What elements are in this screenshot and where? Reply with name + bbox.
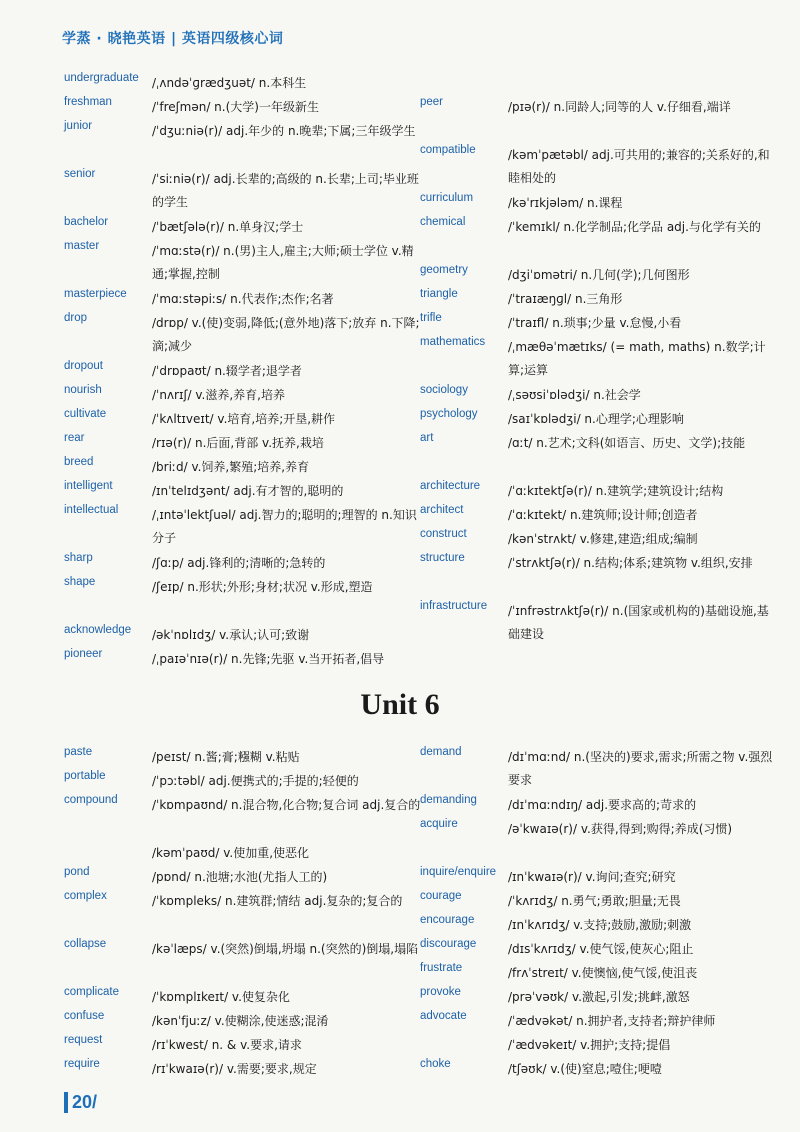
definition: /ˌmæθəˈmætɪks/ (= math, maths) n.数学;计算;运算 (508, 340, 766, 377)
headword: undergraduate (64, 72, 139, 84)
headword: intelligent (64, 480, 113, 492)
headword: sociology (420, 384, 468, 396)
unit-title: Unit 6 (360, 688, 440, 721)
headword: demand (420, 746, 462, 758)
headword: freshman (64, 96, 112, 108)
definition: /ˈkɒmpleks/ n.建筑群;情结 adj.复杂的;复合的 (152, 894, 403, 908)
headword: construct (420, 528, 467, 540)
definition: /frʌˈstreɪt/ v.使懊恼,使气馁,使沮丧 (508, 966, 698, 980)
headword: mathematics (420, 336, 486, 348)
definition: /ˈkɒmpaʊnd/ n.混合物,化合物;复合词 adj.复合的 (152, 798, 421, 812)
headword: compound (64, 794, 118, 806)
definition: /ˌpaɪəˈnɪə(r)/ n.先锋;先驱 v.当开拓者,倡导 (152, 652, 385, 666)
headword: provoke (420, 986, 461, 998)
definition: /ˈkʌltɪveɪt/ v.培育,培养;开垦,耕作 (152, 412, 336, 426)
definition: /ˈpɔːtəbl/ adj.便携式的;手提的;轻便的 (152, 774, 359, 788)
headword: architecture (420, 480, 481, 492)
headword: advocate (420, 1010, 467, 1022)
definition: /rɪə(r)/ n.后面,背部 v.抚养,栽培 (152, 436, 324, 450)
headword: frustrate (420, 962, 463, 974)
headword: drop (64, 312, 88, 324)
definition: /ˈstrʌktʃə(r)/ n.结构;体系;建筑物 v.组织,安排 (508, 556, 753, 570)
headword: shape (64, 576, 96, 588)
headword: structure (420, 552, 465, 564)
definition: /ˈdrɒpaʊt/ n.辍学者;退学者 (152, 364, 302, 378)
definition: /ˈmɑːstə(r)/ n.(男)主人,雇主;大师;硕士学位 v.精通;掌握,控制 (152, 244, 414, 281)
definition: /ˈnʌrɪʃ/ v.滋养,养育,培养 (152, 388, 285, 402)
definition: /ʃeɪp/ n.形状;外形;身材;状况 v.形成,塑造 (152, 580, 373, 594)
definition: /kənˈfjuːz/ v.使糊涂,使迷惑;混淆 (152, 1014, 329, 1028)
headword: discourage (420, 938, 477, 950)
definition: /dɪˈmɑːndɪŋ/ adj.要求高的;苛求的 (508, 798, 697, 812)
definition: /ˈtraɪæŋɡl/ n.三角形 (508, 292, 623, 306)
headword: triangle (420, 288, 458, 300)
definition: /dɪsˈkʌrɪdʒ/ v.使气馁,使灰心;阻止 (508, 942, 694, 956)
headword: paste (64, 746, 93, 758)
definition: /ˈkʌrɪdʒ/ n.勇气;勇敢;胆量;无畏 (508, 894, 681, 908)
headword: demanding (420, 794, 477, 806)
headword: bachelor (64, 216, 109, 228)
definition: /ˈkɒmplɪkeɪt/ v.使复杂化 (152, 990, 290, 1004)
headword: pond (64, 866, 90, 878)
headword: acknowledge (64, 624, 132, 636)
definition: /ˈɪnfrəstrʌktʃə(r)/ n.(国家或机构的)基础设施,基础建设 (508, 604, 769, 641)
definition: /ɪnˈkʌrɪdʒ/ v.支持;鼓励,激励;刺激 (508, 918, 692, 932)
definition: /ˈsiːniə(r)/ adj.长辈的;高级的 n.长辈;上司;毕业班的学生 (152, 172, 419, 209)
headword: master (64, 240, 100, 252)
definition: /ɑːt/ n.艺术;文科(如语言、历史、文学);技能 (508, 436, 746, 450)
headword: portable (64, 770, 106, 782)
definition: /ˈdʒuːniə(r)/ adj.年少的 n.晚辈;下属;三年级学生 (152, 124, 416, 138)
definition: /ˈɑːkɪtekt/ n.建筑师;设计师;创造者 (508, 508, 698, 522)
headword: cultivate (64, 408, 107, 420)
definition: /ɪnˈkwaɪə(r)/ v.询问;查究;研究 (508, 870, 676, 884)
headword: confuse (64, 1010, 105, 1022)
headword: trifle (420, 312, 442, 324)
headword: complicate (64, 986, 119, 998)
definition: /pɒnd/ n.池塘;水池(尤指人工的) (152, 870, 328, 884)
headword: psychology (420, 408, 478, 420)
definition: /ˈmɑːstəpiːs/ n.代表作;杰作;名著 (152, 292, 334, 306)
headword: infrastructure (420, 600, 488, 612)
definition: /ˈædvəkət/ n.拥护者,支持者;辩护律师 (508, 1014, 716, 1028)
headword: dropout (64, 360, 104, 372)
definition: /prəˈvəʊk/ v.激起,引发;挑衅,激怒 (508, 990, 690, 1004)
headword: intellectual (64, 504, 119, 516)
headword: chemical (420, 216, 466, 228)
headword: curriculum (420, 192, 474, 204)
definition: /ˈɑːkɪtektʃə(r)/ n.建筑学;建筑设计;结构 (508, 484, 724, 498)
page-number: 20/ (64, 1092, 97, 1113)
definition: /ˈædvəkeɪt/ v.拥护;支持;提倡 (508, 1038, 671, 1052)
headword: junior (64, 120, 93, 132)
definition: /ˈkemɪkl/ n.化学制品;化学品 adj.与化学有关的 (508, 220, 761, 234)
page-header: 学蒸 · 晓艳英语 | 英语四级核心词 (62, 31, 284, 47)
definition: /ˌɪntəˈlektʃuəl/ adj.智力的;聪明的;理智的 n.知识分子 (152, 508, 417, 545)
headword: rear (64, 432, 85, 444)
definition: /kəmˈpaʊd/ v.使加重,使恶化 (152, 846, 310, 860)
definition: /ʃɑːp/ adj.锋利的;清晰的;急转的 (152, 556, 326, 570)
headword: sharp (64, 552, 93, 564)
definition: /ˌsəʊsiˈɒlədʒi/ n.社会学 (508, 388, 641, 402)
headword: senior (64, 168, 96, 180)
headword: peer (420, 96, 444, 108)
definition: /pɪə(r)/ n.同龄人;同等的人 v.仔细看,端详 (508, 100, 731, 114)
headword: breed (64, 456, 94, 468)
definition: /peɪst/ n.酱;膏;糨糊 v.粘贴 (152, 750, 300, 764)
headword: collapse (64, 938, 107, 950)
definition: /rɪˈkwest/ n. & v.要求,请求 (152, 1038, 302, 1052)
headword: require (64, 1058, 100, 1070)
headword: courage (420, 890, 462, 902)
headword: art (420, 432, 434, 444)
definition: /kəˈlæps/ v.(突然)倒塌,坍塌 n.(突然的)倒塌,塌陷 (152, 942, 419, 956)
headword: architect (420, 504, 464, 516)
definition: /ˈtraɪfl/ n.琐事;少量 v.怠慢,小看 (508, 316, 682, 330)
definition: /dɪˈmɑːnd/ n.(坚决的)要求,需求;所需之物 v.强烈要求 (508, 750, 773, 787)
definition: /tʃəʊk/ v.(使)窒息;噎住;哽噎 (508, 1062, 662, 1076)
definition: /rɪˈkwaɪə(r)/ v.需要;要求,规定 (152, 1062, 317, 1076)
definition: /ɪnˈtelɪdʒənt/ adj.有才智的,聪明的 (152, 484, 344, 498)
definition: /ˈbætʃələ(r)/ n.单身汉;学士 (152, 220, 304, 234)
definition: /əkˈnɒlɪdʒ/ v.承认;认可;致谢 (152, 628, 310, 642)
definition: /kəˈrɪkjələm/ n.课程 (508, 196, 623, 210)
headword: pioneer (64, 648, 103, 660)
headword: choke (420, 1058, 451, 1070)
definition: /drɒp/ v.(使)变弱,降低;(意外地)落下;放弃 n.下降;滴;减少 (152, 316, 420, 353)
definition: /ˈfreʃmən/ n.(大学)一年级新生 (152, 100, 319, 114)
headword: nourish (64, 384, 102, 396)
headword: acquire (420, 818, 458, 830)
definition: /kəmˈpætəbl/ adj.可共用的;兼容的;关系好的,和睦相处的 (508, 148, 770, 185)
definition: /briːd/ v.饲养,繁殖;培养,养育 (152, 460, 310, 474)
definition: /dʒiˈɒmətri/ n.几何(学);几何图形 (508, 268, 690, 282)
headword: complex (64, 890, 107, 902)
headword: geometry (420, 264, 468, 276)
definition: /saɪˈkɒlədʒi/ n.心理学;心理影响 (508, 412, 684, 426)
definition: /ˌʌndəˈɡrædʒuət/ n.本科生 (152, 76, 307, 90)
definition: /kənˈstrʌkt/ v.修建,建造;组成;编制 (508, 532, 698, 546)
headword: compatible (420, 144, 476, 156)
headword: encourage (420, 914, 475, 926)
headword: inquire/enquire (420, 866, 497, 878)
headword: request (64, 1034, 103, 1046)
headword: masterpiece (64, 288, 127, 300)
definition: /əˈkwaɪə(r)/ v.获得,得到;购得;养成(习惯) (508, 822, 733, 836)
